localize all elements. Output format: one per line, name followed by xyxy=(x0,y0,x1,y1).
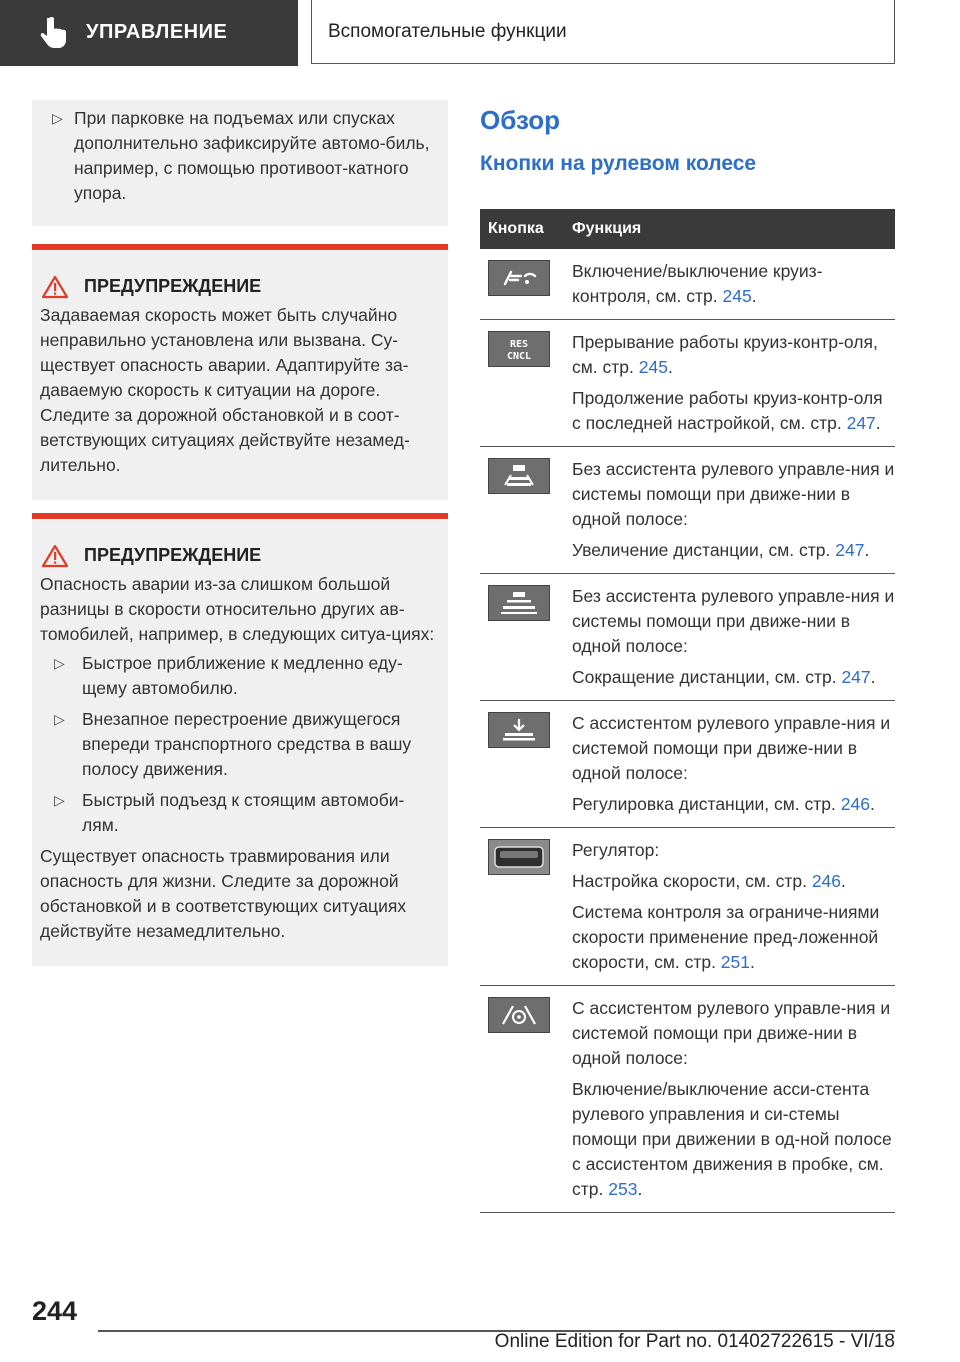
table-row: С ассистентом рулевого управле-ния и системой помощи при движе-нии в одной полосе: Регулировка дистанции, см. стр. 246. xyxy=(480,701,895,828)
page-link[interactable]: 247 xyxy=(835,540,865,560)
page-link[interactable]: 251 xyxy=(720,952,750,972)
triangle-bullet-icon: ▷ xyxy=(54,711,65,727)
list-item: ▷ Быстрый подъезд к стоящим автомоби-лям. xyxy=(40,788,436,838)
warning-triangle-icon xyxy=(42,275,68,299)
warning-title: ПРЕДУПРЕЖДЕНИЕ xyxy=(84,276,262,296)
distance-increase-icon xyxy=(488,458,550,494)
table-row: Регулятор: Настройка скорости, см. стр. 246. Система контроля за ограниче-ниями скорости применение пред-ложенной скорости, см. стр. 251. xyxy=(480,828,895,986)
column-header: Кнопка xyxy=(480,209,572,249)
list-item: ▷ Быстрое приближение к медленно еду-щему автомобилю. xyxy=(40,651,436,701)
svg-text:RES: RES xyxy=(509,339,529,350)
parking-note xyxy=(32,100,448,226)
cruise-on-off-icon xyxy=(488,260,550,296)
warning-triangle-icon xyxy=(42,544,68,568)
left-column xyxy=(32,100,448,966)
warning-box-1 xyxy=(32,244,448,500)
page-number: 244 xyxy=(32,1296,78,1326)
right-column xyxy=(480,100,895,1213)
column-header: Функция xyxy=(572,209,895,249)
triangle-bullet-icon: ▷ xyxy=(52,110,63,126)
svg-text:CNCL: CNCL xyxy=(506,351,532,362)
note-text: При парковке на подъемах или спусках дополнительно зафиксируйте автомо-биль, например, с помощью противоот-катного упора. xyxy=(74,108,430,203)
section-title: УПРАВЛЕНИЕ xyxy=(86,20,228,43)
list-item xyxy=(42,106,434,206)
hand-pointer-icon xyxy=(36,14,72,50)
steering-assist-icon xyxy=(488,997,550,1033)
page-link[interactable]: 245 xyxy=(638,357,668,377)
rocker-switch-icon xyxy=(488,839,550,875)
table-row: Включение/выключение круиз-контроля, см. стр. 245. xyxy=(480,249,895,320)
triangle-bullet-icon: ▷ xyxy=(54,655,65,671)
section-tab xyxy=(0,0,298,64)
table-row: С ассистентом рулевого управле-ния и системой помощи при движе-нии в одной полосе: Включение/выключение асси-стента рулевого управления и си-стемы помощи при движении в од-ной полосе с ассистентом движения в пробке, см. стр. 253. xyxy=(480,986,895,1213)
list-item: ▷ Внезапное перестроение движущегося впереди транспортного средства в вашу полосу движения. xyxy=(40,707,436,782)
page-link[interactable]: 253 xyxy=(608,1179,638,1199)
warning-text: Задаваемая скорость может быть случайно неправильно установлена или вызвана. Су-ществует опасность аварии. Адаптируйте за-даваемую скорость к ситуации на дороге. Следите за дорожной обстановкой и в соот-ветствующих ситуациях действуйте незамед-лительно. xyxy=(40,305,410,475)
warning-title: ПРЕДУПРЕЖДЕНИЕ xyxy=(84,545,262,565)
footer-edition: Online Edition for Part no. 01402722615 - VI/18 xyxy=(494,1331,895,1352)
distance-decrease-icon xyxy=(488,585,550,621)
header-underline xyxy=(0,64,298,66)
page-link[interactable]: 246 xyxy=(811,871,842,891)
page-link[interactable]: 247 xyxy=(841,667,871,687)
table-row: Без ассистента рулевого управле-ния и системы помощи при движе-нии в одной полосе: Увеличение дистанции, см. стр. 247. xyxy=(480,447,895,574)
chapter-title: Вспомогательные функции xyxy=(311,0,895,64)
warning-intro: Опасность аварии из-за слишком большой разницы в скорости относительно других ав-томобилей, например, в следующих ситуа-циях: xyxy=(40,574,435,644)
section-heading: Кнопки на рулевом колесе xyxy=(480,152,757,175)
table-row: RES CNCL Прерывание работы круиз-контр-оля, см. стр. 245. Продолжение работы круиз-контр-оля с последней настройкой, см. стр. 247. xyxy=(480,320,895,447)
page-link[interactable]: 245 xyxy=(722,286,752,306)
warning-box-2 xyxy=(32,513,448,966)
page-link[interactable]: 246 xyxy=(840,794,870,814)
warning-outro: Существует опасность травмирования или опасность для жизни. Следите за дорожной обстановкой и в соответствующих ситуациях действуйте незамедлительно. xyxy=(40,846,407,941)
buttons-table xyxy=(480,209,895,1213)
table-row: Без ассистента рулевого управле-ния и системы помощи при движе-нии в одной полосе: Сокращение дистанции, см. стр. 247. xyxy=(480,574,895,701)
distance-adjust-icon xyxy=(488,712,550,748)
page-header xyxy=(0,0,960,66)
triangle-bullet-icon: ▷ xyxy=(54,792,65,808)
table-header-row xyxy=(480,209,895,249)
page-heading: Обзор xyxy=(480,105,560,135)
page-link[interactable]: 247 xyxy=(846,413,876,433)
res-cncl-icon xyxy=(488,331,550,367)
